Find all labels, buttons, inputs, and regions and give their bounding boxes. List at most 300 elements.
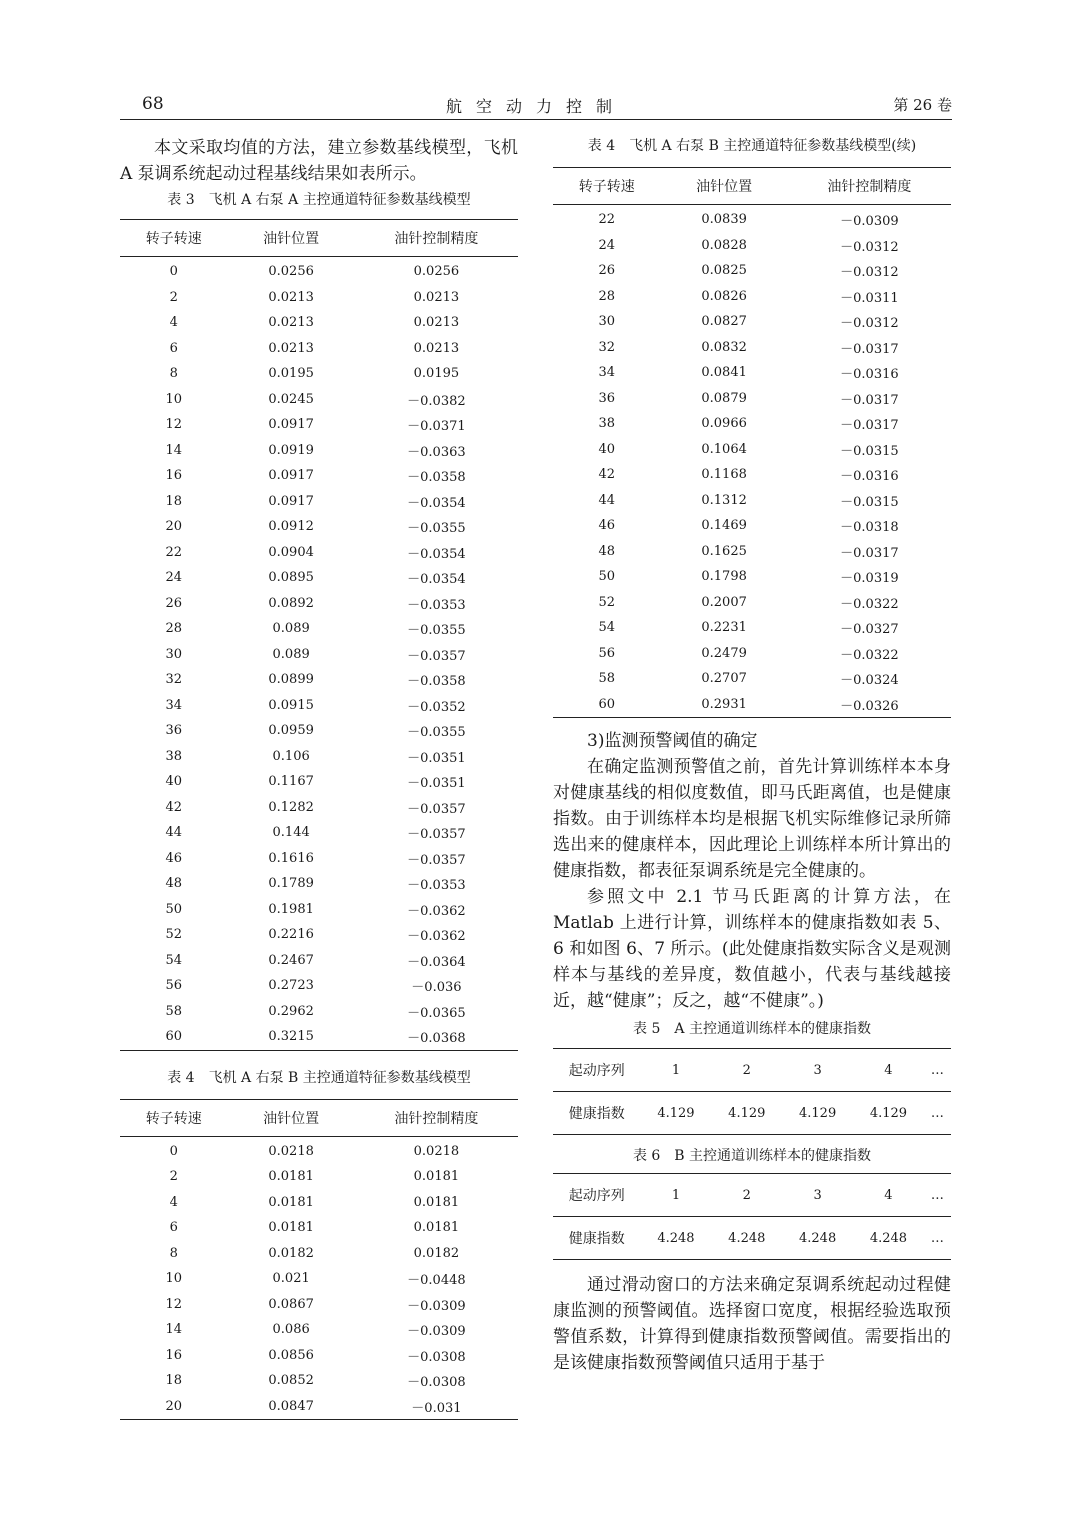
table-cell: 22 <box>598 212 615 228</box>
table-cell: 0.089 <box>272 621 310 637</box>
table-cell: 0.1167 <box>268 774 314 790</box>
table5-cell: … <box>930 1105 944 1121</box>
table-cell: 8 <box>169 1245 178 1261</box>
table-cell: 0.0181 <box>413 1220 460 1236</box>
table-row <box>553 462 951 488</box>
table-cell: －0.0315 <box>840 494 899 510</box>
table-cell: －0.031 <box>411 1400 462 1416</box>
table-cell: 32 <box>598 339 615 355</box>
table-cell: －0.0362 <box>407 903 466 919</box>
table-cell: 0.2231 <box>701 620 747 636</box>
table-cell: 60 <box>165 1029 182 1045</box>
table-cell: 0.089 <box>272 646 310 662</box>
table-row <box>120 820 518 846</box>
table-cell: 4 <box>169 315 178 331</box>
table-cell: －0.0317 <box>840 341 899 357</box>
table-cell: 0.1789 <box>268 876 314 892</box>
paragraph-3: 通过滑动窗口的方法来确定泵调系统起动过程健康监测的预警阈值。选择窗口宽度，根据经验选取预警值系数，计算得到健康指数预警阈值。需要指出的是该健康指数预警阈值只适用于基于 <box>553 1275 951 1373</box>
table-cell: 0.0892 <box>268 595 314 611</box>
table-cell: 0.1168 <box>701 467 747 483</box>
table-cell: －0.0316 <box>840 469 899 485</box>
table-row <box>553 615 951 641</box>
table-row <box>120 999 518 1025</box>
table-cell: 0.0213 <box>413 315 460 331</box>
table-cell: －0.0353 <box>407 878 466 894</box>
table-cell: 44 <box>165 825 182 841</box>
table-cell: 0.0867 <box>268 1296 314 1312</box>
table-row <box>120 412 518 438</box>
table-cell: 36 <box>165 723 182 739</box>
table-cell: 56 <box>598 645 615 661</box>
table-cell: 12 <box>165 1296 182 1312</box>
table-row <box>120 387 518 413</box>
table-cell: －0.036 <box>411 980 462 996</box>
header-rule <box>120 119 952 120</box>
table-cell: 0.0181 <box>268 1194 314 1210</box>
table5-cell: … <box>924 1049 951 1092</box>
table-cell: －0.0315 <box>840 443 899 459</box>
table-row <box>120 591 518 617</box>
table-cell: －0.0352 <box>407 699 466 715</box>
table-cell: 0.2931 <box>701 696 747 712</box>
table-cell: 6 <box>169 1220 178 1236</box>
table-cell: 34 <box>598 365 615 381</box>
table5-cell: 1 <box>641 1049 712 1092</box>
table-cell: 40 <box>165 774 182 790</box>
table5-cell: 4.129 <box>657 1105 695 1121</box>
table-cell: －0.0319 <box>840 571 899 587</box>
table-row <box>120 463 518 489</box>
table-cell: 0.0841 <box>701 365 747 381</box>
table-cell: －0.0309 <box>840 214 899 230</box>
table6-cell: 3 <box>782 1174 853 1217</box>
table4a <box>120 1099 518 1421</box>
table4b-caption: 表 4 飞机 A 右泵 B 主控通道特征参数基线模型(续) <box>587 138 917 154</box>
table-cell: 24 <box>598 237 615 253</box>
table-cell: 0.2007 <box>701 594 747 610</box>
table-cell: －0.0318 <box>840 520 899 536</box>
table-cell: 14 <box>165 1322 182 1338</box>
table-cell: 0.0847 <box>268 1398 314 1414</box>
table-cell: 38 <box>165 748 182 764</box>
table-cell: －0.0322 <box>840 596 899 612</box>
table-cell: －0.0326 <box>840 698 899 714</box>
table-cell: －0.0317 <box>840 418 899 434</box>
table-row <box>120 1241 518 1267</box>
table-row <box>553 666 951 692</box>
table-cell: 0.3215 <box>268 1029 314 1045</box>
table-row <box>553 539 951 565</box>
table-cell: 0.2723 <box>268 978 314 994</box>
table-row <box>120 336 518 362</box>
table-cell: 30 <box>165 646 182 662</box>
table-cell: －0.0355 <box>407 623 466 639</box>
table-cell: 0.0213 <box>268 315 314 331</box>
table-row <box>120 1190 518 1216</box>
table5-cell: 4 <box>853 1049 924 1092</box>
table-cell: 0.0966 <box>701 416 747 432</box>
table-row <box>120 642 518 668</box>
table-cell: 32 <box>165 672 182 688</box>
table-cell: －0.0312 <box>840 265 899 281</box>
table-row <box>120 795 518 821</box>
table-cell: 4 <box>169 1194 178 1210</box>
table-row <box>120 1215 518 1241</box>
table-cell: 18 <box>165 493 182 509</box>
table-row <box>553 284 951 310</box>
table-cell: －0.0357 <box>407 852 466 868</box>
table-cell: 0.0245 <box>268 391 314 407</box>
table-row <box>120 897 518 923</box>
table6-caption: 表 6 B 主控通道训练样本的健康指数 <box>632 1148 872 1164</box>
table-cell: 46 <box>165 850 182 866</box>
table-row <box>120 1024 518 1050</box>
table-cell: －0.0368 <box>407 1031 466 1047</box>
table3-header: 转子转速 <box>120 220 227 257</box>
table-cell: 0.0826 <box>701 288 747 304</box>
table-row <box>120 718 518 744</box>
table-row <box>120 693 518 719</box>
table-cell: 0.0917 <box>268 417 314 433</box>
table-row <box>120 616 518 642</box>
table-cell: 0.1616 <box>268 850 314 866</box>
table-cell: 52 <box>165 927 182 943</box>
table-cell: －0.0357 <box>407 801 466 817</box>
intro-paragraph: 本文采取均值的方法，建立参数基线模型，飞机 A 泵调系统起动过程基线结果如表所示。 <box>120 138 518 184</box>
table-cell: 38 <box>598 416 615 432</box>
table-row <box>120 1317 518 1343</box>
table-row <box>120 285 518 311</box>
table4a-header: 转子转速 <box>120 1099 227 1136</box>
table-cell: －0.0311 <box>840 290 899 306</box>
table-row <box>553 360 951 386</box>
table-row <box>120 438 518 464</box>
table-row <box>120 1343 518 1369</box>
table-cell: －0.0448 <box>407 1273 466 1289</box>
table-row <box>120 1368 518 1394</box>
table-cell: －0.0317 <box>840 545 899 561</box>
table-cell: 54 <box>598 620 615 636</box>
table6-cell: 2 <box>711 1174 782 1217</box>
table-cell: 0.0856 <box>268 1347 314 1363</box>
table-cell: 46 <box>598 518 615 534</box>
table-cell: 0.106 <box>272 748 310 764</box>
table-cell: 0.021 <box>272 1271 310 1287</box>
table-row <box>120 257 518 285</box>
table-cell: －0.0355 <box>407 521 466 537</box>
table-cell: －0.0312 <box>840 316 899 332</box>
table-cell: 20 <box>165 1398 182 1414</box>
table-row <box>120 1164 518 1190</box>
paragraph-2: 参照文中 2.1 节马氏距离的计算方法，在 Matlab 上进行计算，训练样本的健康指数如表 5、6 和如图 6、7 所示。(此处健康指数实际含义是观测样本与基线的差异度，数值越小，代表与基线越接近，越“健康”；反之，越“不健康”。) <box>553 887 951 1011</box>
table6-row-label: 健康指数 <box>568 1231 625 1247</box>
table-row <box>120 973 518 999</box>
table-cell: 44 <box>598 492 615 508</box>
table-cell: 0.0181 <box>268 1169 314 1185</box>
table-row <box>553 258 951 284</box>
table6-cell: 4.248 <box>799 1230 837 1246</box>
table-row <box>120 948 518 974</box>
table-cell: 8 <box>169 366 178 382</box>
table-cell: 10 <box>165 391 182 407</box>
table-row <box>553 233 951 259</box>
table-row <box>120 846 518 872</box>
table-cell: －0.0364 <box>407 954 466 970</box>
table-cell: 0.0213 <box>268 340 314 356</box>
table6-cell: 1 <box>641 1174 712 1217</box>
table-cell: －0.0312 <box>840 239 899 255</box>
table6-cell: 4 <box>853 1174 924 1217</box>
table-cell: －0.0354 <box>407 572 466 588</box>
table-row <box>553 386 951 412</box>
table-cell: －0.0309 <box>407 1324 466 1340</box>
table4b-header: 油针位置 <box>660 168 787 205</box>
table-cell: 0.0904 <box>268 544 314 560</box>
table-cell: 42 <box>598 467 615 483</box>
table-cell: 16 <box>165 1347 182 1363</box>
table-cell: 0.0256 <box>268 264 314 280</box>
table4b-header: 油针控制精度 <box>788 168 951 205</box>
table-cell: 0.0213 <box>268 289 314 305</box>
table-cell: 0.2962 <box>268 1003 314 1019</box>
table-cell: 0.0899 <box>268 672 314 688</box>
table-cell: 50 <box>598 569 615 585</box>
table6-cell: … <box>930 1230 944 1246</box>
table-row <box>120 514 518 540</box>
table6 <box>553 1173 951 1260</box>
table-cell: －0.0358 <box>407 674 466 690</box>
table-cell: 40 <box>598 441 615 457</box>
table-row <box>553 488 951 514</box>
table-cell: 0.0852 <box>268 1373 314 1389</box>
table5-cell: 4.129 <box>869 1105 908 1121</box>
table-cell: －0.0316 <box>840 367 899 383</box>
table3 <box>120 219 518 1051</box>
table-cell: －0.0308 <box>407 1375 466 1391</box>
table4a-header: 油针控制精度 <box>355 1099 518 1136</box>
table-cell: 50 <box>165 901 182 917</box>
table-cell: 6 <box>169 340 178 356</box>
table-cell: 0.0839 <box>701 212 747 228</box>
table-cell: 0.0213 <box>413 289 460 305</box>
table-cell: 0.1981 <box>268 901 314 917</box>
table-cell: 0.0825 <box>701 263 747 279</box>
table-row <box>120 489 518 515</box>
table-cell: 52 <box>598 594 615 610</box>
table-cell: 0.0195 <box>413 366 460 382</box>
table-row <box>553 641 951 667</box>
table-cell: 0.0218 <box>268 1143 314 1159</box>
table-cell: 24 <box>165 570 182 586</box>
table3-header: 油针控制精度 <box>355 220 518 257</box>
table-cell: 0.0895 <box>268 570 314 586</box>
table-cell: 0.0917 <box>268 493 314 509</box>
table-cell: －0.0371 <box>407 419 466 435</box>
table-cell: 28 <box>165 621 182 637</box>
table-cell: 18 <box>165 1373 182 1389</box>
table-cell: 0.0919 <box>268 442 314 458</box>
table4a-body <box>120 1136 518 1420</box>
table-row <box>553 437 951 463</box>
table-row <box>120 565 518 591</box>
table-cell: 0.0915 <box>268 697 314 713</box>
table5-row-label: 起动序列 <box>553 1049 641 1092</box>
table-cell: 0.2216 <box>268 927 314 943</box>
table-cell: 0.1312 <box>701 492 747 508</box>
table-cell: 0.0181 <box>413 1194 460 1210</box>
table-cell: －0.0322 <box>840 647 899 663</box>
table-cell: －0.0363 <box>407 444 466 460</box>
table-cell: －0.0354 <box>407 546 466 562</box>
table-row <box>120 1394 518 1420</box>
table-cell: 2 <box>169 289 178 305</box>
table-cell: 0.0218 <box>413 1143 460 1159</box>
table5-cell: 4.129 <box>728 1105 766 1121</box>
table-cell: 10 <box>165 1271 182 1287</box>
table-cell: －0.0357 <box>407 827 466 843</box>
table-cell: 0.0195 <box>268 366 314 382</box>
table-row <box>553 564 951 590</box>
table5-cell: 2 <box>711 1049 782 1092</box>
table-row <box>120 540 518 566</box>
table-row <box>120 922 518 948</box>
table-row <box>553 513 951 539</box>
table-cell: 0.0917 <box>268 468 314 484</box>
table-cell: 0.0912 <box>268 519 314 535</box>
table6-cell: … <box>924 1174 951 1217</box>
table-cell: 0.0181 <box>268 1220 314 1236</box>
table-cell: 0.1469 <box>701 518 747 534</box>
table-cell: 0.0256 <box>413 264 460 280</box>
table-cell: 0.0828 <box>701 237 747 253</box>
table-cell: 0.2479 <box>701 645 747 661</box>
table-cell: 34 <box>165 697 182 713</box>
table-cell: －0.0308 <box>407 1349 466 1365</box>
table-cell: 12 <box>165 417 182 433</box>
table-cell: 42 <box>165 799 182 815</box>
table-cell: 0.1282 <box>268 799 314 815</box>
table-cell: 36 <box>598 390 615 406</box>
volume-label: 第 26 卷 <box>893 96 952 114</box>
table3-body <box>120 257 518 1051</box>
table-cell: 0.0959 <box>268 723 314 739</box>
table5-caption: 表 5 A 主控通道训练样本的健康指数 <box>633 1021 871 1037</box>
table-cell: 30 <box>598 314 615 330</box>
table-cell: 0 <box>169 264 178 280</box>
table-cell: 0.0213 <box>413 340 460 356</box>
table-cell: 0.0832 <box>701 339 747 355</box>
table-cell: 56 <box>165 978 182 994</box>
table-row <box>553 335 951 361</box>
table-row <box>553 309 951 335</box>
table6-cell: 4.248 <box>728 1230 766 1246</box>
table4b-body <box>553 205 951 718</box>
table-cell: 20 <box>165 519 182 535</box>
table-row <box>120 1266 518 1292</box>
table5-cell: 3 <box>782 1049 853 1092</box>
table-cell: －0.0354 <box>407 495 466 511</box>
paragraph-1: 在确定监测预警值之前，首先计算训练样本本身对健康基线的相似度数值，即马氏距离值，也是健康指数。由于训练样本均是根据飞机实际维修记录所筛选出来的健康样本，因此理论上训练样本所计算出的健康指数，都表征泵调系统是完全健康的。 <box>553 757 951 881</box>
table-cell: 0.086 <box>272 1322 310 1338</box>
table-cell: 0.0182 <box>268 1245 314 1261</box>
table-row <box>120 667 518 693</box>
page-number: 68 <box>142 94 164 114</box>
table-cell: 54 <box>165 952 182 968</box>
table4b-header: 转子转速 <box>553 168 660 205</box>
table-cell: 0.2467 <box>268 952 314 968</box>
table-cell: 0.1064 <box>701 441 747 457</box>
table3-header: 油针位置 <box>227 220 354 257</box>
table-cell: －0.0353 <box>407 597 466 613</box>
table-cell: 0.2707 <box>701 671 747 687</box>
table-row <box>120 871 518 897</box>
table4b <box>553 167 951 718</box>
table-cell: 2 <box>169 1169 178 1185</box>
table-cell: 0.0827 <box>701 314 747 330</box>
table6-cell: 4.248 <box>657 1230 695 1246</box>
table-cell: 60 <box>598 696 615 712</box>
table-cell: 0 <box>169 1143 178 1159</box>
table4a-caption: 表 4 飞机 A 右泵 B 主控通道特征参数基线模型 <box>167 1069 471 1086</box>
table-row <box>553 411 951 437</box>
table-cell: －0.0324 <box>840 673 899 689</box>
table-row <box>120 310 518 336</box>
table-cell: －0.0355 <box>407 725 466 741</box>
table-cell: 26 <box>165 595 182 611</box>
table6-row-label: 起动序列 <box>553 1174 641 1217</box>
table-row <box>120 744 518 770</box>
page-header <box>120 90 952 120</box>
table-cell: －0.0382 <box>407 393 466 409</box>
table-row <box>120 769 518 795</box>
table-row <box>553 590 951 616</box>
table-cell: 28 <box>598 288 615 304</box>
table-cell: 0.144 <box>272 825 310 841</box>
table-row <box>120 361 518 387</box>
table-cell: 58 <box>165 1003 182 1019</box>
table-cell: 16 <box>165 468 182 484</box>
table-cell: 14 <box>165 442 182 458</box>
table4a-header: 油针位置 <box>227 1099 354 1136</box>
table-cell: －0.0327 <box>840 622 899 638</box>
table-cell: 58 <box>598 671 615 687</box>
table5-cell: 4.129 <box>799 1105 837 1121</box>
table-cell: 48 <box>598 543 615 559</box>
table-cell: 0.1798 <box>701 569 747 585</box>
table-cell: 48 <box>165 876 182 892</box>
table6-cell: 4.248 <box>869 1230 908 1246</box>
table-cell: －0.0317 <box>840 392 899 408</box>
table-cell: 22 <box>165 544 182 560</box>
right-column <box>553 135 951 1376</box>
table-cell: 0.0181 <box>413 1169 460 1185</box>
table-row <box>553 205 951 233</box>
table5 <box>553 1048 951 1135</box>
table-row <box>120 1136 518 1164</box>
table-cell: －0.0309 <box>407 1298 466 1314</box>
table5-row-label: 健康指数 <box>568 1106 625 1122</box>
table-cell: －0.0351 <box>407 776 466 792</box>
table-row <box>553 692 951 718</box>
table-cell: 0.0182 <box>413 1245 460 1261</box>
journal-title: 航空动力控制 <box>445 97 626 116</box>
table-cell: 0.1625 <box>701 543 747 559</box>
table-cell: －0.0365 <box>407 1005 466 1021</box>
table-cell: 26 <box>598 263 615 279</box>
table-cell: －0.0357 <box>407 648 466 664</box>
section-heading: 3)监测预警阈值的确定 <box>587 731 758 751</box>
table3-caption: 表 3 飞机 A 右泵 A 主控通道特征参数基线模型 <box>167 192 471 208</box>
